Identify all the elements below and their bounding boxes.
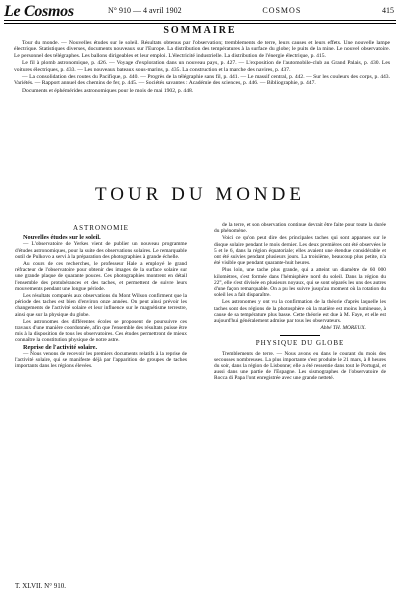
article-heading: Reprise de l'activité solaire. (23, 343, 98, 351)
sommaire-body (14, 40, 390, 95)
article-paragraph: — Nous venons de recevoir les premiers documents relatifs à la reprise de l'activité solaire, qui se manifeste déjà par l'apparition de groupes de taches importants dans les régions élevées. (15, 350, 187, 370)
divider (280, 335, 320, 336)
author-signature: Abbé TH. MOREUX. (320, 325, 366, 332)
issue-info: N° 910 — 4 avril 1902 (108, 5, 182, 15)
header-divider (4, 20, 396, 24)
sommaire-paragraph: — La consolidation des routes du Pacifique, p. 440. — Progrès de la télégraphie sans fil, p. 441. — Le massif central, p. 442. — Sur les couleurs des corps, p. 443. Variétés. — Rapport annuel des chemins de fer, p. 445. — Sociétés savantes : Académie des sciences, p. 446. — Bibliographie, p. 447. (14, 74, 390, 87)
sommaire-title: SOMMAIRE (163, 25, 237, 36)
sommaire-paragraph: Documents et éphémérides astronomiques pour le mois de mai 1902, p. 448. (22, 87, 194, 94)
article-paragraph: Les résultats comparés aux observations du Mont Wilson confirment que la période des taches est bien d'environ onze années. On peut ainsi prévoir les changements de l'activité solaire et leur influence sur le magnétisme terrestre, ainsi que sur la physique du globe. (15, 293, 187, 318)
brand-text: Le Cosmos (4, 3, 74, 20)
sommaire-paragraph: Tour du monde. — Nouvelles études sur le soleil. Résultats obtenus par l'observation; tremblements de terre, leurs causes et leurs effets. Une nouvelle lampe électrique. Statistiques diverses, documents nouveaux sur l'Europe. La distribution des températures à la surface du globe; le puits de la mine. Le nouvel observatoire. Le personnel des télégraphes. Les ballons dirigeables et leur emploi. L'électricité industrielle. La distribution de l'énergie électrique, p. 415. (14, 40, 390, 59)
sommaire-paragraph: Le fil à plomb astronomique, p. 426. — Voyage d'exploration dans un nouveau pays, p. 427. — L'exposition de l'automobile-club au Grand Palais, p. 430. Les voitures électriques, p. 433. — Les nouveaux bateaux sous-marins, p. 435. La construction et la marche des navires, p. 437. (14, 60, 390, 73)
footer-volume: T. XLVII. N° 910. (15, 582, 67, 590)
astronomy-heading: ASTRONOMIE (73, 224, 129, 232)
article-paragraph: Les astronomes y ont vu la confirmation de la théorie d'après laquelle les taches sont des régions de la photosphère où la matière est moins lumineuse, à cause de sa température plus basse. Cette théorie est due à M. Faye, et elle est aujourd'hui généralement admise par tous les observateurs. (214, 299, 386, 325)
article-paragraph: Au cours de ces recherches, le professeur Hale a employé le grand réfracteur de l'observatoire pour obtenir des images de la surface solaire sur une grande plaque de quarante pouces. Ces photographies montrent en détail l'ensemble des protubérances et des taches, et permettent de suivre leurs mouvements pendant une longue période. (15, 261, 187, 292)
article-paragraph: de la terre, et son observation continue devrait être faite pour toute la durée du phénomène. (214, 222, 386, 235)
article-paragraph: Plus loin, une tache plus grande, qui a atteint un diamètre de 60 000 kilomètres, s'est formée dans l'hémisphère nord du soleil. Dans la région du 22°, elle s'est divisée en plusieurs noyaux, qui se sont séparés les uns des autres d'une façon remarquable. On a pu les suivre jusqu'au moment où la rotation du soleil les a fait disparaître. (214, 267, 386, 299)
right-column (214, 222, 386, 383)
article-paragraph: Tremblements de terre. — Nous avons eu dans le courant du mois des secousses nombreuses. La plus importante s'est produite le 21 mars, à 8 heures du soir, dans la région de Lisbonne; elle a été ressentie dans tout le Portugal, et aussi dans une partie de l'Espagne. Les sismographes de l'observatoire de Rocca di Papa l'ont enregistrée avec une grande netteté. (214, 350, 386, 382)
article-paragraph: — L'observatoire de Yerkes vient de publier un nouveau programme d'études astronomiques, pour la suite des observations solaires. Le remarquable outil de Pulkovo a servi à la préparation des photographies à grande échelle. (15, 241, 187, 260)
journal-name: COSMOS (262, 5, 302, 15)
masthead (108, 4, 394, 16)
article-heading: Nouvelles études sur le soleil. (23, 234, 101, 242)
section-title: TOUR DU MONDE (95, 184, 305, 205)
page-number: 415 (382, 5, 394, 15)
physics-heading: PHYSIQUE DU GLOBE (255, 339, 345, 348)
article-paragraph: Voici ce qu'on peut dire des principales taches qui sont apparues sur le disque solaire pendant le mois dernier. Les deux premières ont été observées le 5 et le 6, dans la région équatoriale; elles avaient une étendue considérable et ont été suivies pendant plusieurs jours. La troisième, beaucoup plus petite, n'a été visible que pendant quarante-huit heures. (214, 235, 386, 267)
left-column (15, 222, 187, 370)
article-paragraph: Les astronomes des différentes écoles se proposent de poursuivre ces travaux d'une manière coordonnée, afin que l'ensemble des résultats puisse être mis à la disposition de tous les observatoires. Ces études permettront de mieux connaître la constitution physique de notre astre. (15, 318, 187, 344)
journal-logo (4, 3, 96, 21)
